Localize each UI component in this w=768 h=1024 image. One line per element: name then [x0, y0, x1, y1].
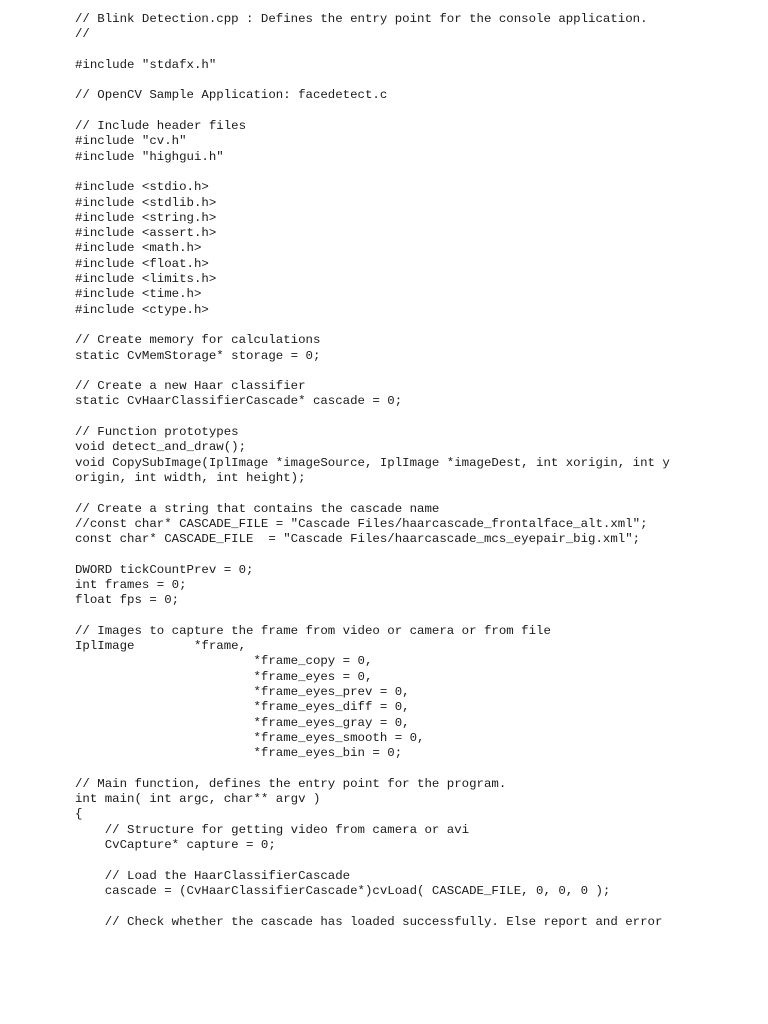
code-line: #include <stdio.h> — [75, 180, 209, 195]
code-line: // Blink Detection.cpp : Defines the entry point for the console application. — [75, 12, 648, 26]
code-line: #include <math.h> — [75, 241, 202, 256]
code-line: #include <limits.h> — [75, 272, 217, 287]
code-line — [75, 410, 755, 425]
code-line: // Function prototypes — [75, 425, 239, 440]
code-line — [75, 364, 755, 379]
code-line: *frame_eyes_bin = 0; — [75, 746, 403, 761]
code-line: static CvHaarClassifierCascade* cascade = 0; — [75, 394, 403, 409]
code-line: *frame_eyes_prev = 0, — [75, 685, 410, 700]
code-line: #include "stdafx.h" — [75, 57, 217, 72]
code-line: IplImage *frame, — [75, 639, 247, 654]
code-line — [75, 853, 755, 868]
code-line — [75, 104, 755, 119]
code-line — [75, 165, 755, 180]
code-line: int frames = 0; — [75, 577, 187, 592]
code-line: void CopySubImage(IplImage *imageSource, IplImage *imageDest, int xorigin, int y — [75, 455, 670, 470]
code-listing — [75, 12, 755, 930]
code-line: #include "cv.h" — [75, 134, 187, 149]
code-line: // OpenCV Sample Application: facedetect.c — [75, 88, 388, 103]
code-line: #include <float.h> — [75, 256, 209, 271]
code-line: CvCapture* capture = 0; — [75, 838, 276, 853]
code-line: DWORD tickCountPrev = 0; — [75, 562, 254, 577]
code-line: // Create a new Haar classifier — [75, 379, 306, 394]
code-line: int main( int argc, char** argv ) — [75, 792, 321, 807]
code-line: // Images to capture the frame from video or camera or from file — [75, 623, 551, 638]
code-line: #include <assert.h> — [75, 226, 217, 241]
code-line: *frame_eyes = 0, — [75, 669, 373, 684]
code-line: const char* CASCADE_FILE = "Cascade Files/haarcascade_mcs_eyepair_big.xml"; — [75, 532, 641, 547]
code-line: origin, int width, int height); — [75, 470, 306, 485]
code-line: // Check whether the cascade has loaded successfully. Else report and error — [75, 914, 663, 929]
code-line: #include <time.h> — [75, 287, 202, 302]
code-line — [75, 318, 755, 333]
code-line: #include <string.h> — [75, 210, 217, 225]
code-line: cascade = (CvHaarClassifierCascade*)cvLoad( CASCADE_FILE, 0, 0, 0 ); — [75, 883, 611, 898]
code-line — [75, 609, 755, 624]
code-line — [75, 43, 755, 58]
code-line: *frame_eyes_smooth = 0, — [75, 730, 425, 745]
code-line: // Include header files — [75, 119, 247, 134]
code-line: // Structure for getting video from camera or avi — [75, 822, 470, 837]
code-line: #include <stdlib.h> — [75, 195, 217, 210]
code-line: *frame_copy = 0, — [75, 654, 373, 669]
code-line: #include <ctype.h> — [75, 302, 209, 317]
code-line — [75, 547, 755, 562]
code-line — [75, 486, 755, 501]
code-line: static CvMemStorage* storage = 0; — [75, 348, 321, 363]
code-line: *frame_eyes_gray = 0, — [75, 715, 410, 730]
code-line: // Create a string that contains the cascade name — [75, 501, 440, 516]
code-line: void detect_and_draw(); — [75, 440, 247, 455]
code-line: // Load the HaarClassifierCascade — [75, 868, 351, 883]
code-line: float fps = 0; — [75, 593, 180, 608]
code-line: // — [75, 27, 90, 42]
code-line — [75, 762, 755, 777]
code-line: { — [75, 807, 83, 822]
code-line: // Main function, defines the entry point for the program. — [75, 776, 507, 791]
code-line — [75, 899, 755, 914]
code-line: *frame_eyes_diff = 0, — [75, 700, 410, 715]
code-line: // Create memory for calculations — [75, 333, 321, 348]
code-line: #include "highgui.h" — [75, 149, 224, 164]
code-line: //const char* CASCADE_FILE = "Cascade Files/haarcascade_frontalface_alt.xml"; — [75, 516, 648, 531]
code-line — [75, 73, 755, 88]
